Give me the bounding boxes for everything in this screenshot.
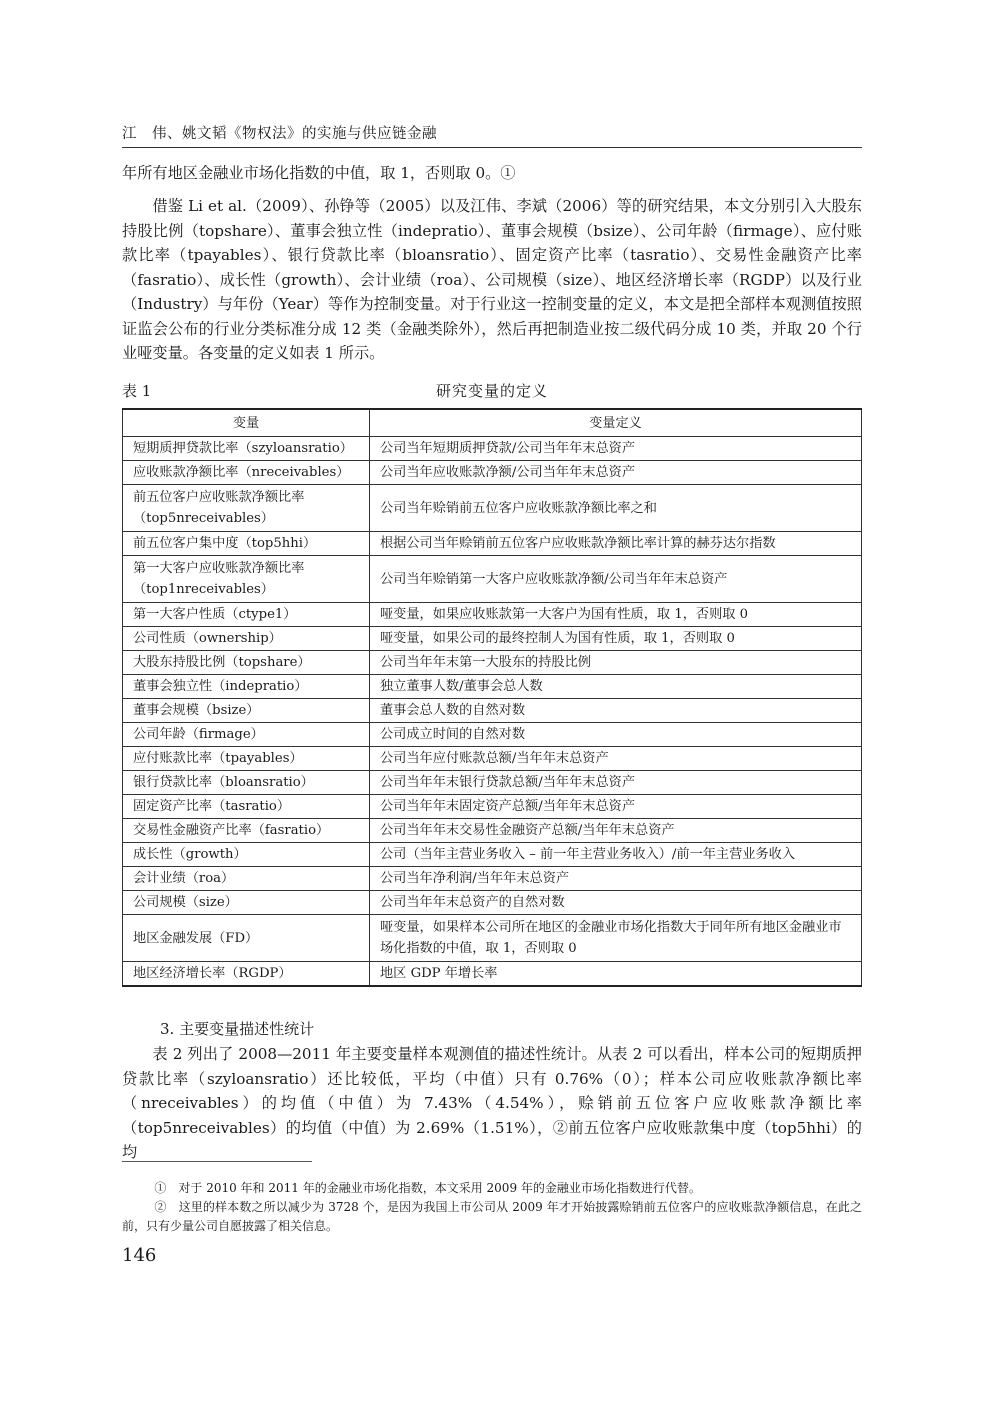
def-cell: 地区 GDP 年增长率: [370, 962, 862, 987]
table-row: [123, 461, 862, 485]
table-row: [123, 532, 862, 556]
var-cell: 应付账款比率（tpayables）: [123, 747, 370, 771]
var-cell: 前五位客户应收账款净额比率（top5nreceivables）: [123, 485, 370, 532]
def-cell: 哑变量，如果应收账款第一大客户为国有性质，取 1，否则取 0: [370, 603, 862, 627]
var-cell: 应收账款净额比率（nreceivables）: [123, 461, 370, 485]
def-cell: 根据公司当年赊销前五位客户应收账款净额比率计算的赫芬达尔指数: [370, 532, 862, 556]
table-title: 研究变量的定义: [435, 382, 548, 400]
table-row: [123, 747, 862, 771]
table-row: [123, 795, 862, 819]
var-cell: 第一大客户性质（ctype1）: [123, 603, 370, 627]
var-cell: 银行贷款比率（bloansratio）: [123, 771, 370, 795]
table-row: [123, 771, 862, 795]
var-cell: 交易性金融资产比率（fasratio）: [123, 819, 370, 843]
var-cell: 公司年龄（firmage）: [123, 723, 370, 747]
table-row: [123, 867, 862, 891]
def-cell: 公司当年年末交易性金融资产总额/当年年末总资产: [370, 819, 862, 843]
def-cell: 公司当年赊销第一大客户应收账款净额/公司当年年末总资产: [370, 556, 862, 603]
var-cell: 大股东持股比例（topshare）: [123, 651, 370, 675]
variable-definition-table: [122, 408, 862, 987]
var-cell: 前五位客户集中度（top5hhi）: [123, 532, 370, 556]
var-cell: 会计业绩（roa）: [123, 867, 370, 891]
table-row: [123, 556, 862, 603]
var-cell: 第一大客户应收账款净额比率（top1nreceivables）: [123, 556, 370, 603]
footnotes: [122, 1179, 862, 1236]
section-subheading: 3. 主要变量描述性统计: [160, 1020, 315, 1038]
table-row: [123, 651, 862, 675]
table-row: [123, 485, 862, 532]
def-cell: 公司当年短期质押贷款/公司当年年末总资产: [370, 437, 862, 461]
table-row: [123, 627, 862, 651]
def-cell: 公司当年应付账款总额/当年年末总资产: [370, 747, 862, 771]
footnote-1: ① 对于 2010 年和 2011 年的金融业市场化指数，本文采用 2009 年的金融业市场化指数进行代替。: [154, 1181, 701, 1195]
def-cell: 公司当年赊销前五位客户应收账款净额比率之和: [370, 485, 862, 532]
var-cell: 地区经济增长率（RGDP）: [123, 962, 370, 987]
footnote-2: ② 这里的样本数之所以减少为 3728 个，是因为我国上市公司从 2009 年才开始披露赊销前五位客户的应收账款净额信息，在此之前，只有少量公司自愿披露了相关信息。: [122, 1200, 862, 1233]
var-cell: 董事会规模（bsize）: [123, 699, 370, 723]
table-row: [123, 675, 862, 699]
paragraph-3: 表 2 列出了 2008—2011 年主要变量样本观测值的描述性统计。从表 2 可以看出，样本公司的短期质押贷款比率（szyloansratio）还比较低，平均（中值）只有 0.76%（0）；样本公司应收账款净额比率（nreceivables）的均值（中值）为 7.43%（4.54%），赊销前五位客户应收账款净额比率（top5nreceivables）的均值（中值）为 2.69%（1.51%），②前五位客户应收账款集中度（top5hhi）的均: [122, 1045, 862, 1161]
running-header: 江 伟、姚文韬《物权法》的实施与供应链金融: [122, 126, 437, 142]
def-cell: 公司当年净利润/当年年末总资产: [370, 867, 862, 891]
table-row: [123, 699, 862, 723]
table-row: [123, 891, 862, 915]
table-row: [123, 843, 862, 867]
var-cell: 短期质押贷款比率（szyloansratio）: [123, 437, 370, 461]
var-cell: 公司性质（ownership）: [123, 627, 370, 651]
var-cell: 公司规模（size）: [123, 891, 370, 915]
def-cell: 公司成立时间的自然对数: [370, 723, 862, 747]
table-row: [123, 437, 862, 461]
var-cell: 董事会独立性（indepratio）: [123, 675, 370, 699]
table-header-definition: 变量定义: [370, 409, 862, 437]
def-cell: 公司当年年末总资产的自然对数: [370, 891, 862, 915]
def-cell: 哑变量，如果样本公司所在地区的金融业市场化指数大于同年所有地区金融业市场化指数的中值，取 1，否则取 0: [370, 915, 862, 962]
def-cell: 董事会总人数的自然对数: [370, 699, 862, 723]
def-cell: 公司（当年主营业务收入 – 前一年主营业务收入）/前一年主营业务收入: [370, 843, 862, 867]
table-row: [123, 962, 862, 987]
def-cell: 独立董事人数/董事会总人数: [370, 675, 862, 699]
table-row: [123, 723, 862, 747]
table-number: 表 1: [122, 382, 152, 400]
table-header-variable: 变量: [123, 409, 370, 437]
table-caption: [122, 380, 862, 402]
header-rule: [122, 147, 862, 148]
table-row: [123, 603, 862, 627]
def-cell: 公司当年年末第一大股东的持股比例: [370, 651, 862, 675]
paragraph-2: 借鉴 Li et al.（2009）、孙铮等（2005）以及江伟、李斌（2006）等的研究结果，本文分别引入大股东持股比例（topshare）、董事会独立性（indepratio）、董事会规模（bsize）、公司年龄（firmage）、应付账款比率（tpayables）、银行贷款比率（bloansratio）、固定资产比率（tasratio）、交易性金融资产比率（fasratio）、成长性（growth）、会计业绩（roa）、公司规模（size）、地区经济增长率（RGDP）以及行业（Industry）与年份（Year）等作为控制变量。对于行业这一控制变量的定义，本文是把全部样本观测值按照证监会公布的行业分类标准分成 12 类（金融类除外），然后再把制造业按二级代码分成 10 类，并取 20 个行业哑变量。各变量的定义如表 1 所示。: [122, 197, 862, 362]
table-row: [123, 915, 862, 962]
paragraph-1: 年所有地区金融业市场化指数的中值，取 1，否则取 0。①: [122, 164, 516, 182]
def-cell: 公司当年年末固定资产总额/当年年末总资产: [370, 795, 862, 819]
def-cell: 哑变量，如果公司的最终控制人为国有性质，取 1，否则取 0: [370, 627, 862, 651]
var-cell: 固定资产比率（tasratio）: [123, 795, 370, 819]
var-cell: 成长性（growth）: [123, 843, 370, 867]
def-cell: 公司当年应收账款净额/公司当年年末总资产: [370, 461, 862, 485]
footnote-rule: [122, 1161, 312, 1162]
page-number: 146: [122, 1245, 157, 1266]
def-cell: 公司当年年末银行贷款总额/当年年末总资产: [370, 771, 862, 795]
var-cell: 地区金融发展（FD）: [123, 915, 370, 962]
table-row: [123, 819, 862, 843]
